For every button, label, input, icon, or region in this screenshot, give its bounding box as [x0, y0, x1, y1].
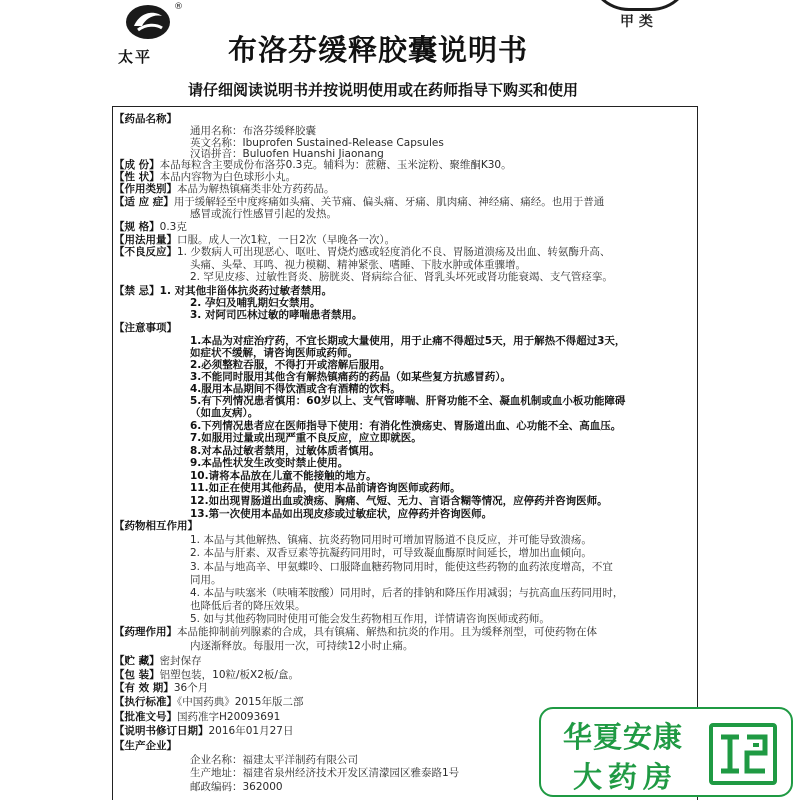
- section-text: 企业名称：福建太平洋制药有限公司: [190, 754, 358, 766]
- section-label: 【注意事项】: [114, 322, 177, 334]
- leaflet-line: [114, 740, 177, 753]
- leaflet-line: [114, 520, 198, 533]
- section-text: 邮政编码：362000: [190, 781, 283, 793]
- leaflet-line: [114, 246, 610, 259]
- section-text: 4.服用本品期间不得饮酒或含有酒精的饮料。: [190, 383, 401, 395]
- section-label: 【药物相互作用】: [114, 520, 198, 532]
- section-label: 【批准文号】: [114, 711, 177, 723]
- leaflet-line: [114, 711, 280, 724]
- section-label: 【药品名称】: [114, 113, 177, 125]
- section-text: 2. 本品与肝素、双香豆素等抗凝药同用时，可导致凝血酶原时间延长，增加出血倾向。: [190, 547, 592, 559]
- section-text: 6.下列情况患者应在医师指导下使用：有消化性溃疡史、胃肠道出血、心功能不全、高血压。: [190, 420, 622, 432]
- section-text: 本品内容物为白色球形小丸。: [159, 171, 297, 183]
- section-text: 2. 孕妇及哺乳期妇女禁用。: [190, 297, 321, 309]
- section-text: 3. 本品与地高辛、甲氨蝶呤、口服降血糖药物同用时，能使这些药物的血药浓度增高，不宜: [190, 561, 613, 573]
- section-text: 10.请将本品放在儿童不能接触的地方。: [190, 470, 377, 482]
- section-text: 1.本品为对症治疗药，不宜长期或大量使用，用于止痛不得超过5天，用于解热不得超过3天，: [190, 335, 626, 347]
- section-text: 1. 对其他非甾体抗炎药过敏者禁用。: [159, 285, 333, 297]
- section-text: 头痛、头晕、耳鸣、视力模糊、精神紧张、嗜睡、下肢水肿或体重骤增。: [190, 259, 526, 271]
- section-text: 3.不能同时服用其他含有解热镇痛药的药品（如某些复方抗感冒药）。: [190, 371, 512, 383]
- section-text: 英文名称：Ibuprofen Sustained-Release Capsules: [190, 137, 444, 149]
- section-text: 如症状不缓解，请咨询医师或药师。: [190, 347, 358, 359]
- section-text: 2016年01月27日: [208, 725, 294, 737]
- section-text: 9.本品性状发生改变时禁止使用。: [190, 457, 349, 469]
- leaflet-line: [114, 725, 293, 738]
- section-text: 5.有下列情况患者慎用：60岁以上、支气管哮喘、肝肾功能不全、凝血机制或血小板功能障碍: [190, 395, 626, 407]
- leaflet-line: [114, 113, 177, 126]
- section-text: 8.对本品过敏者禁用，过敏体质者慎用。: [190, 445, 380, 457]
- section-label: 【药理作用】: [114, 626, 177, 638]
- section-text: 2. 罕见皮疹、过敏性肾炎、膀胱炎、肾病综合征、肾乳头坏死或肾功能衰竭、支气管痉挛。: [190, 271, 613, 283]
- section-label: 【不良反应】: [114, 246, 177, 258]
- section-text: 0.3克: [159, 221, 187, 233]
- category-arc: [588, 0, 692, 11]
- section-text: 也降低后者的降压效果。: [190, 600, 306, 612]
- leaflet-line: [114, 221, 187, 234]
- leaflet-line: [114, 682, 208, 695]
- section-text: 口服。成人一次1粒，一日2次（早晚各一次）。: [177, 234, 396, 246]
- section-text: 密封保存: [159, 655, 202, 667]
- section-text: 内逐渐释放。每服用一次，可持续12小时止痛。: [190, 640, 414, 652]
- section-label: 【性 状】: [114, 171, 160, 183]
- pharmacy-logo-icon: [709, 723, 777, 785]
- section-text: 本品为解热镇痛类非处方药药品。: [177, 183, 335, 195]
- section-text: 13.第一次使用本品如出现皮疹或过敏症状，应停药并咨询医师。: [190, 508, 493, 520]
- brand-logo-icon: [124, 2, 172, 42]
- section-label: 【用法用量】: [114, 234, 177, 246]
- registered-mark: ®: [174, 2, 183, 12]
- section-label: 【有 效 期】: [114, 682, 174, 694]
- section-text: 生产地址：福建省泉州经济技术开发区清濛园区雅泰路1号: [190, 767, 460, 779]
- section-label: 【作用类别】: [114, 183, 177, 195]
- section-text: 汉语拼音：Buluofen Huanshi Jiaonang: [190, 148, 384, 160]
- pharmacy-badge: [539, 707, 793, 797]
- section-label: 【执行标准】: [114, 696, 177, 708]
- brand-name: 太平: [118, 48, 153, 66]
- otc-category: 甲 类: [620, 14, 653, 30]
- section-text: 用于缓解轻至中度疼痛如头痛、关节痛、偏头痛、牙痛、肌肉痛、神经痛、痛经。也用于普通: [173, 196, 605, 208]
- leaflet-line: [114, 696, 303, 709]
- section-text: 1. 本品与其他解热、镇痛、抗炎药物同用时可增加胃肠道不良反应，并可能导致溃疡。: [190, 534, 592, 546]
- section-label: 【规 格】: [114, 221, 160, 233]
- section-text: 《中国药典》2015年版二部: [177, 696, 304, 708]
- leaflet-line: [114, 655, 202, 668]
- pharmacy-name-line2: 大药房: [573, 760, 679, 794]
- section-text: 感冒或流行性感冒引起的发热。: [190, 208, 337, 220]
- section-text: 36个月: [173, 682, 209, 694]
- section-text: 本品每粒含主要成份布洛芬0.3克。辅料为：蔗糖、玉米淀粉、聚维酮K30。: [159, 159, 512, 171]
- section-text: 2.必须整粒吞服，不得打开或溶解后服用。: [190, 359, 391, 371]
- section-text: 7.如服用过量或出现严重不良反应，应立即就医。: [190, 432, 422, 444]
- section-label: 【适 应 症】: [114, 196, 174, 208]
- section-text: 12.如出现胃肠道出血或溃疡、胸痛、气短、无力、言语含糊等情况，应停药并咨询医师。: [190, 495, 608, 507]
- leaflet-line: [114, 183, 335, 196]
- section-text: 同用。: [190, 574, 222, 586]
- section-text: 11.如正在使用其他药品，使用本品前请咨询医师或药师。: [190, 482, 461, 494]
- section-text: 通用名称：布洛芬缓释胶囊: [190, 125, 316, 137]
- section-label: 【成 份】: [114, 159, 160, 171]
- section-label: 【生产企业】: [114, 740, 177, 752]
- page-subtitle: 请仔细阅读说明书并按说明使用或在药师指导下购买和使用: [188, 81, 579, 99]
- brand-logo: [104, 2, 190, 64]
- section-text: 5. 如与其他药物同时使用可能会发生药物相互作用，详情请咨询医师或药师。: [190, 613, 550, 625]
- section-text: 3. 对阿司匹林过敏的哮喘患者禁用。: [190, 309, 363, 321]
- leaflet-line: [114, 626, 597, 639]
- pharmacy-name-line1: 华夏安康: [563, 720, 684, 754]
- section-text: 1. 少数病人可出现恶心、呕吐、胃烧灼感或轻度消化不良、胃肠道溃疡及出血、转氨酶升高、: [177, 246, 611, 258]
- section-label: 【说明书修订日期】: [114, 725, 209, 737]
- section-text: （如血友病）。: [190, 407, 259, 419]
- leaflet-line: [114, 196, 604, 209]
- section-text: 铝塑包装，10粒/板X2板/盒。: [159, 669, 299, 681]
- section-text: 国药准字H20093691: [177, 711, 281, 723]
- page-title: 布洛芬缓释胶囊说明书: [228, 33, 529, 67]
- section-label: 【包 装】: [114, 669, 160, 681]
- leaflet-line: [114, 322, 177, 335]
- section-label: 【禁 忌】: [114, 285, 160, 297]
- section-label: 【贮 藏】: [114, 655, 160, 667]
- section-text: 本品能抑制前列腺素的合成，具有镇痛、解热和抗炎的作用。且为缓释剂型，可使药物在体: [177, 626, 597, 638]
- section-text: 4. 本品与呋塞米（呋喃苯胺酸）同用时，后者的排钠和降压作用减弱；与抗高血压药同用时，: [190, 587, 624, 599]
- leaflet-line: [114, 669, 299, 682]
